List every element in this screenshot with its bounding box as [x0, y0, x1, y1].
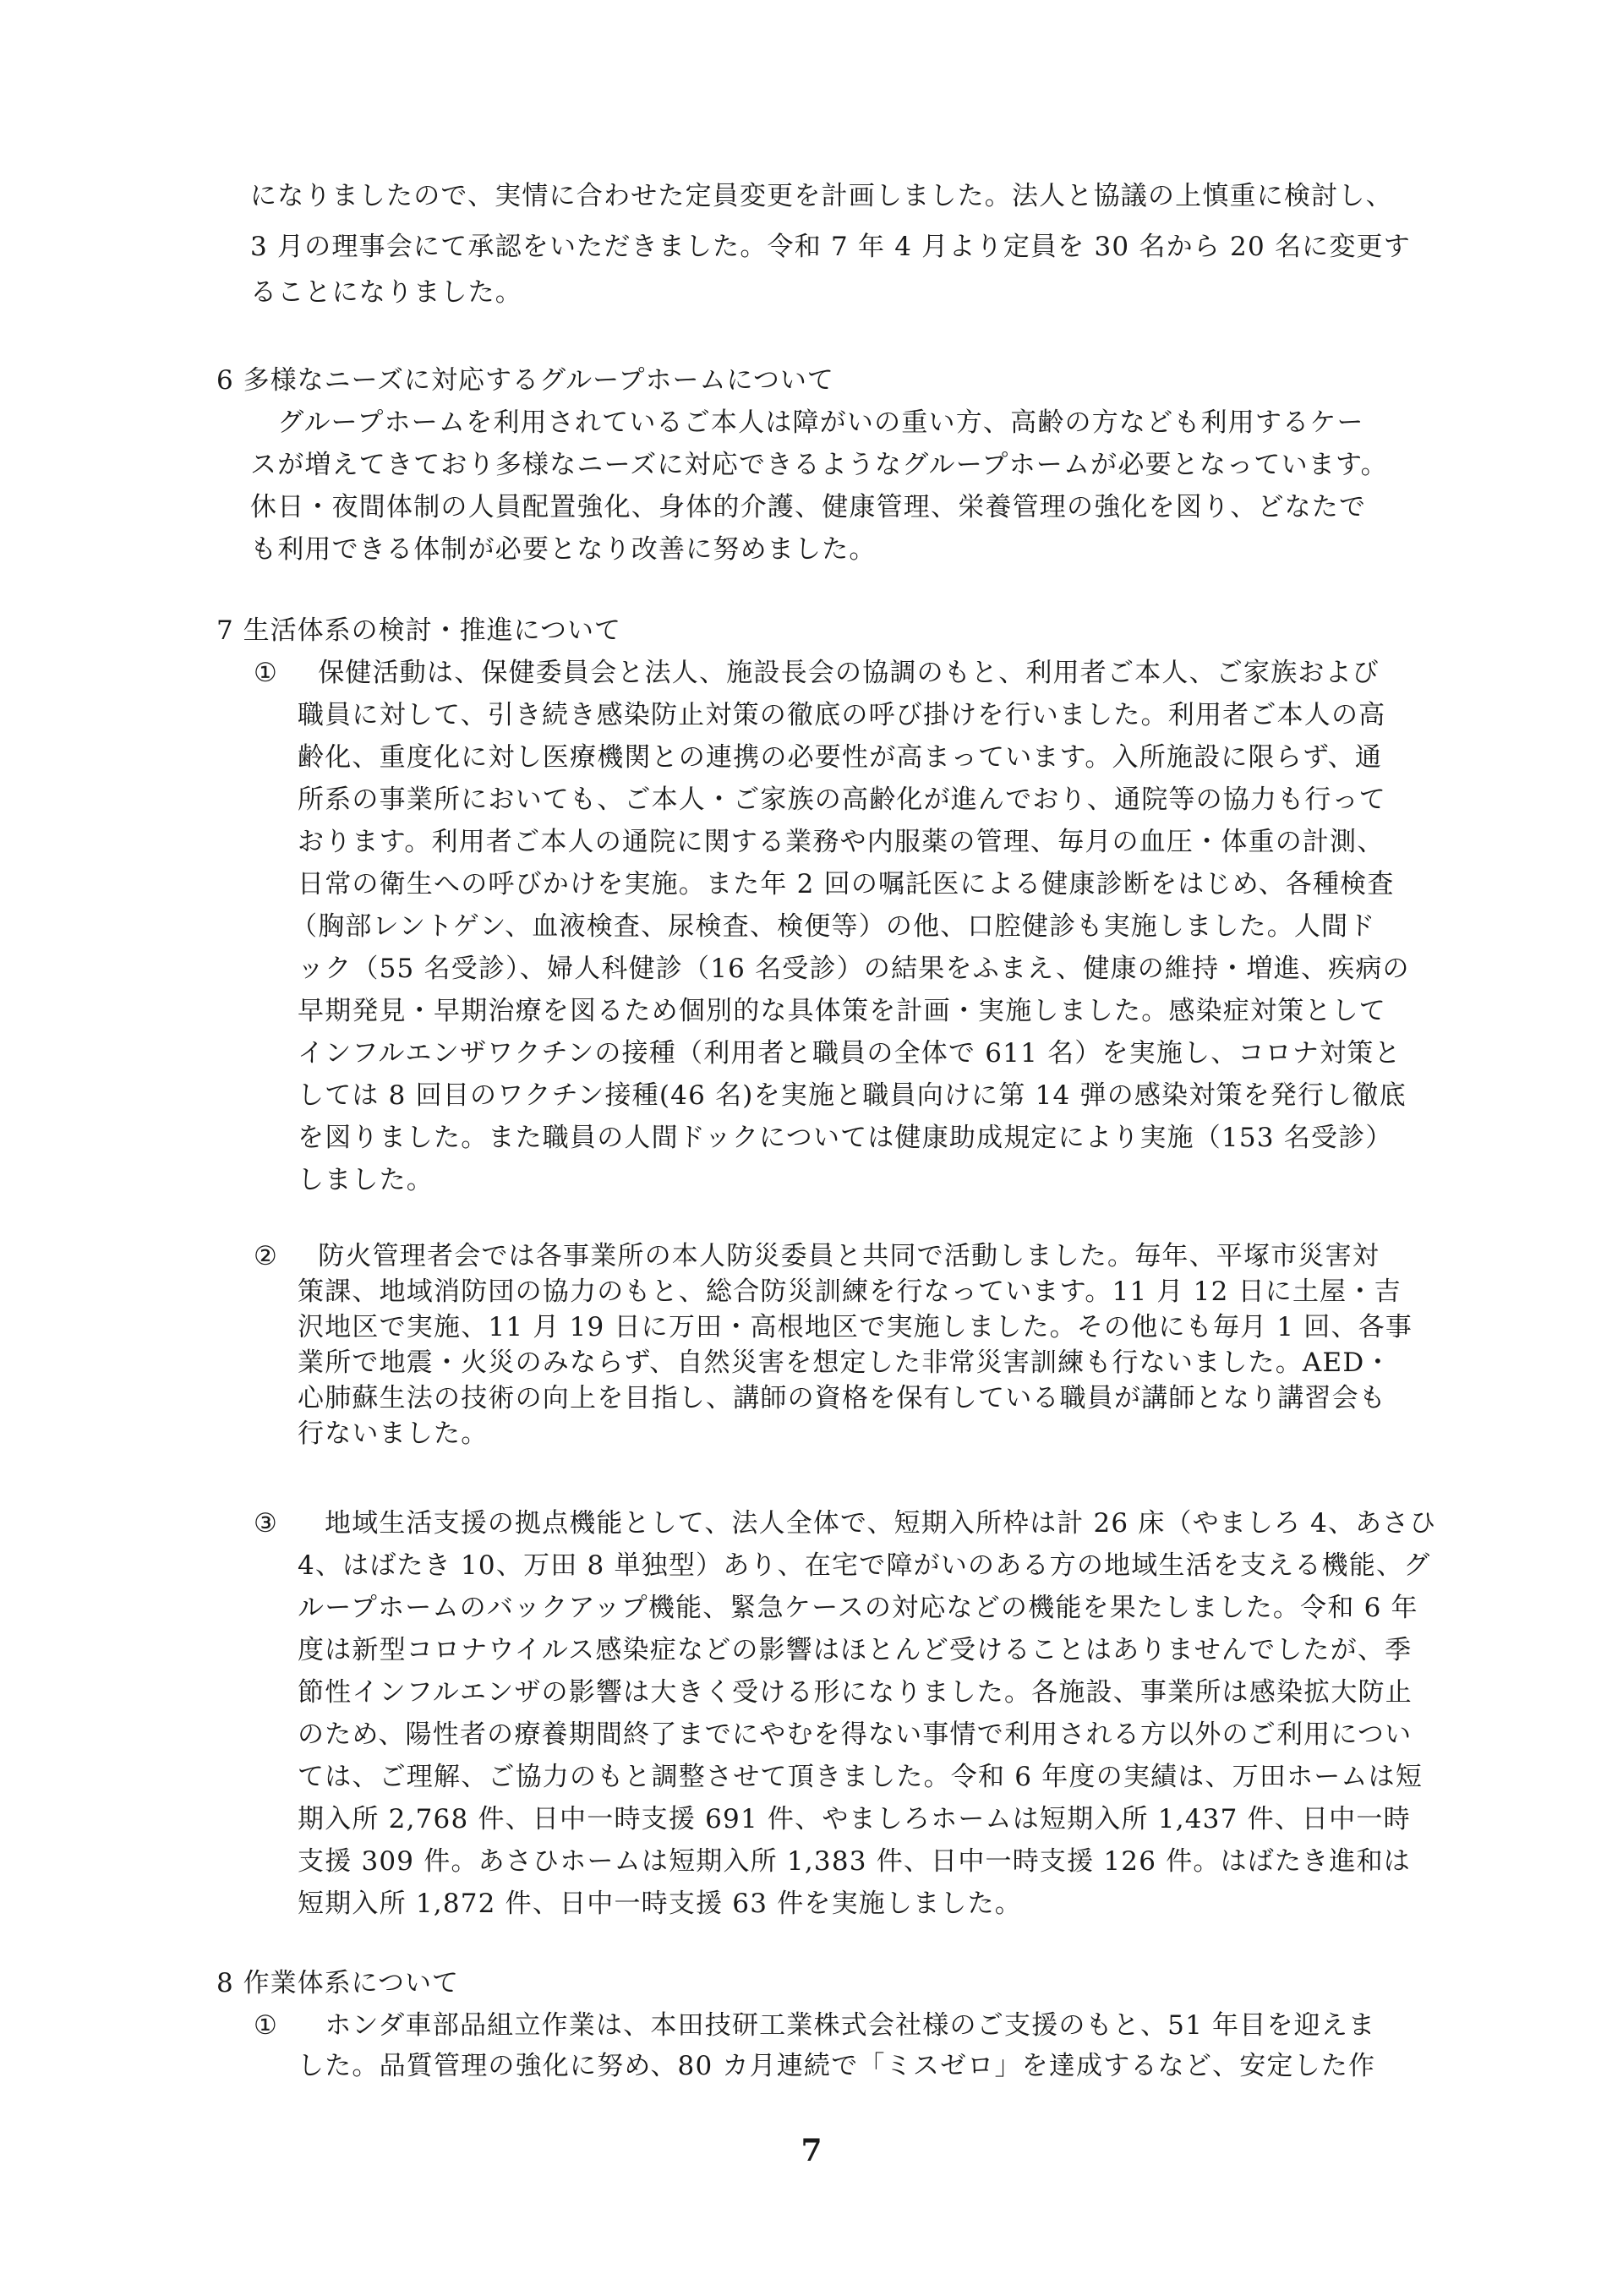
- paragraph-line: 早期発見・早期治療を図るため個別的な具体策を計画・実施しました。感染症対策として: [298, 996, 1386, 1026]
- paragraph-line: 日常の衛生への呼びかけを実施。また年 2 回の嘱託医による健康診断をはじめ、各種検査: [298, 869, 1395, 899]
- paragraph-line: のため、陽性者の療養期間終了までにやむを得ない事情で利用される方以外のご利用につい: [298, 1719, 1413, 1750]
- paragraph-line: 行ないました。: [298, 1419, 489, 1449]
- paragraph-line: インフルエンザワクチンの接種（利用者と職員の全体で 611 名）を実施し、コロナ対策と: [298, 1038, 1402, 1069]
- item-marker: ③: [254, 1508, 277, 1539]
- paragraph-line: になりましたので、実情に合わせた定員変更を計画しました。法人と協議の上慎重に検討し、: [250, 181, 1393, 211]
- paragraph-line: 策課、地域消防団の協力のもと、総合防災訓練を行なっています。11 月 12 日に土屋・吉: [298, 1276, 1402, 1307]
- paragraph-line: 休日・夜間体制の人員配置強化、身体的介護、健康管理、栄養管理の強化を図り、どなたで: [250, 492, 1367, 522]
- paragraph-line: 度は新型コロナウイルス感染症などの影響はほとんど受けることはありませんでしたが、季: [298, 1635, 1413, 1665]
- paragraph-line: （胸部レントゲン、血液検査、尿検査、検便等）の他、口腔健診も実施しました。人間ド: [291, 911, 1376, 942]
- paragraph-line: 職員に対して、引き続き感染防止対策の徹底の呼び掛けを行いました。利用者ご本人の高: [298, 700, 1386, 730]
- paragraph-line: 地域生活支援の拠点機能として、法人全体で、短期入所枠は計 26 床（やましろ 4、あさひ: [298, 1508, 1437, 1539]
- paragraph-line: 支援 309 件。あさひホームは短期入所 1,383 件、日中一時支援 126 件。はばたき進和は: [298, 1846, 1412, 1877]
- paragraph-line: ては、ご理解、ご協力のもと調整させて頂きました。令和 6 年度の実績は、万田ホームは短: [298, 1762, 1424, 1792]
- paragraph-line: しました。: [298, 1165, 434, 1195]
- paragraph-line: ることになりました。: [250, 277, 522, 308]
- section-heading: 6 多様なニーズに対応するグループホームについて: [216, 365, 834, 396]
- paragraph-line: ループホームのバックアップ機能、緊急ケースの対応などの機能を果たしました。令和 6 年: [298, 1593, 1418, 1623]
- paragraph-line: を図りました。また職員の人間ドックについては健康助成規定により実施（153 名受診）: [298, 1123, 1393, 1153]
- paragraph-line: スが増えてきており多様なニーズに対応できるようなグループホームが必要となっています。: [250, 450, 1388, 480]
- page-number: 7: [801, 2133, 822, 2168]
- paragraph-line: ック（55 名受診）、婦人科健診（16 名受診）の結果をふまえ、健康の維持・増進、疾病の: [298, 954, 1410, 984]
- paragraph-line: 防火管理者会では各事業所の本人防災委員と共同で活動しました。毎年、平塚市災害対: [291, 1241, 1380, 1271]
- section-heading: 7 生活体系の検討・推進について: [216, 615, 621, 646]
- item-marker: ①: [254, 2010, 277, 2041]
- paragraph-line: した。品質管理の強化に努め、80 カ月連続で「ミスゼロ」を達成するなど、安定した作: [298, 2051, 1376, 2081]
- item-marker: ②: [254, 1241, 277, 1271]
- paragraph-line: しては 8 回目のワクチン接種(46 名)を実施と職員向けに第 14 弾の感染対策を発行し徹底: [298, 1080, 1407, 1111]
- paragraph-line: 沢地区で実施、11 月 19 日に万田・高根地区で実施しました。その他にも毎月 1 回、各事: [298, 1312, 1413, 1342]
- paragraph-line: 齢化、重度化に対し医療機関との連携の必要性が高まっています。入所施設に限らず、通: [298, 742, 1383, 773]
- paragraph-line: グループホームを利用されているご本人は障がいの重い方、高齢の方なども利用するケー: [250, 407, 1364, 438]
- paragraph-line: 期入所 2,768 件、日中一時支援 691 件、やましろホームは短期入所 1,437 件、日中一時: [298, 1804, 1411, 1834]
- paragraph-line: おります。利用者ご本人の通院に関する業務や内服薬の管理、毎月の血圧・体重の計測、: [298, 827, 1385, 857]
- paragraph-line: 業所で地震・火災のみならず、自然災害を想定した非常災害訓練も行ないました。AED・: [298, 1348, 1392, 1378]
- paragraph-line: 4、はばたき 10、万田 8 単独型）あり、在宅で障がいのある方の地域生活を支える機能、グ: [298, 1550, 1431, 1581]
- paragraph-line: 所系の事業所においても、ご本人・ご家族の高齢化が進んでおり、通院等の協力も行って: [298, 784, 1386, 815]
- paragraph-line: 心肺蘇生法の技術の向上を目指し、講師の資格を保有している職員が講師となり講習会も: [298, 1383, 1386, 1413]
- item-marker: ①: [254, 658, 277, 688]
- paragraph-line: 3 月の理事会にて承認をいただきました。令和 7 年 4 月より定員を 30 名から 20 名に変更す: [250, 232, 1411, 262]
- paragraph-line: 節性インフルエンザの影響は大きく受ける形になりました。各施設、事業所は感染拡大防止: [298, 1677, 1413, 1708]
- paragraph-line: 短期入所 1,872 件、日中一時支援 63 件を実施しました。: [298, 1889, 1023, 1919]
- section-heading: 8 作業体系について: [216, 1968, 459, 1998]
- paragraph-line: 保健活動は、保健委員会と法人、施設長会の協調のもと、利用者ご本人、ご家族および: [291, 658, 1380, 688]
- paragraph-line: も利用できる体制が必要となり改善に努めました。: [250, 534, 877, 565]
- paragraph-line: ホンダ車部品組立作業は、本田技研工業株式会社様のご支援のもと、51 年目を迎えま: [298, 2010, 1376, 2041]
